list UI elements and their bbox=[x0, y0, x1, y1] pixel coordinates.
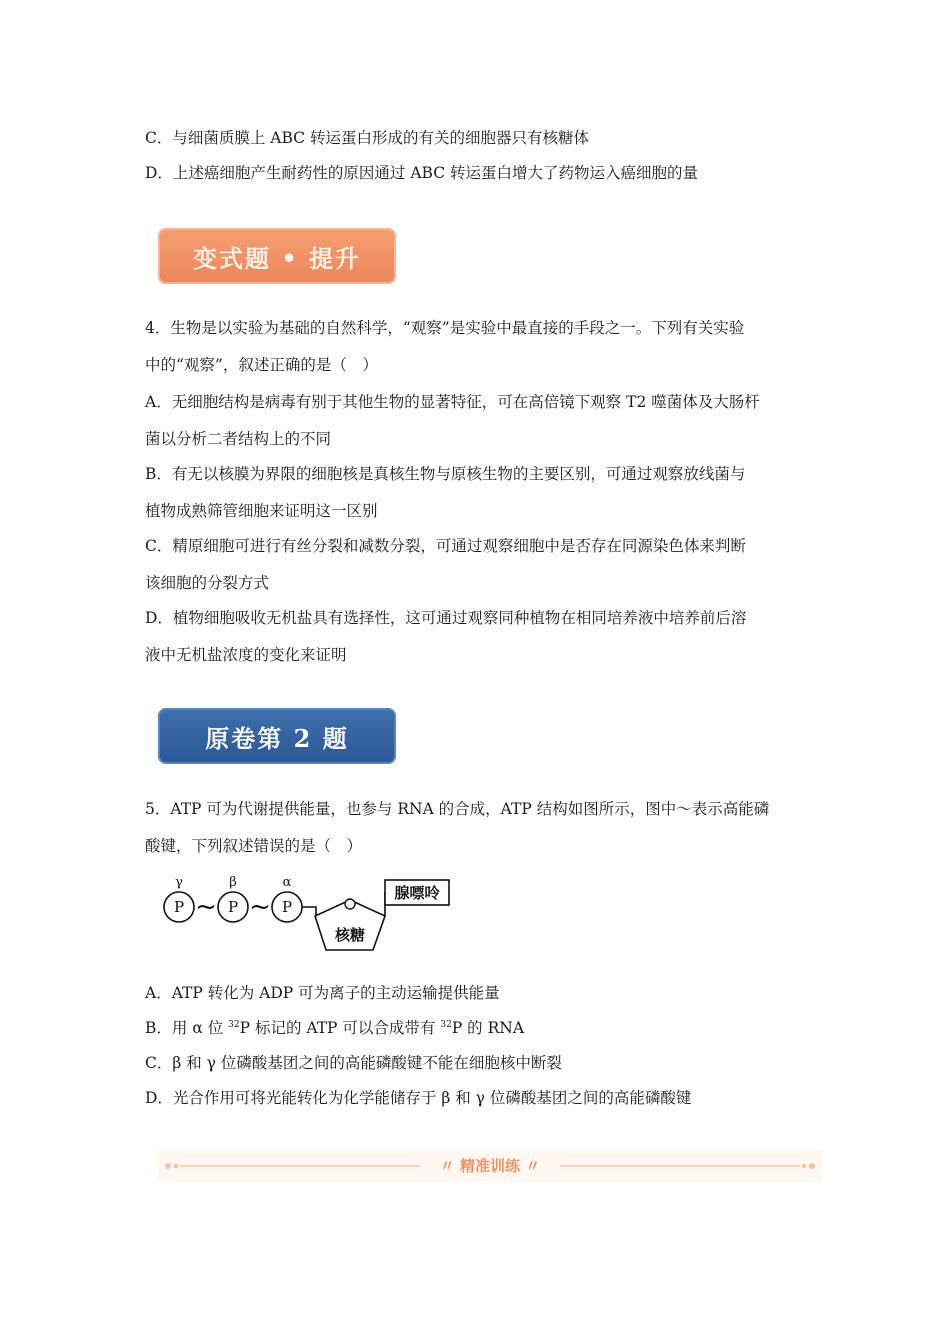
phosphate-alpha-label: P bbox=[281, 898, 293, 916]
banner-variant-advance: 变式题 • 提升 bbox=[158, 228, 396, 284]
q4-option-c-line1: C．精原细胞可进行有丝分裂和减数分裂，可通过观察细胞中是否存在同源染色体来判断 bbox=[145, 537, 746, 555]
q4-option-b-line1: B．有无以核膜为界限的细胞核是真核生物与原核生物的主要区别，可通过观察放线菌与 bbox=[145, 465, 746, 483]
beta-label: β bbox=[229, 875, 237, 890]
ribose-label: 核糖 bbox=[334, 926, 366, 944]
q4-stem-line2: 中的“观察”，叙述正确的是（ ） bbox=[145, 356, 378, 374]
adenine-label: 腺嘌呤 bbox=[394, 884, 440, 902]
phosphate-beta-label: P bbox=[227, 898, 239, 916]
atp-structure-diagram bbox=[160, 868, 460, 960]
gamma-label: γ bbox=[175, 875, 183, 890]
q4-stem-line1: 4．生物是以实验为基础的自然科学，“观察”是实验中最直接的手段之一。下列有关实验 bbox=[145, 319, 745, 337]
q5-option-a: A．ATP 转化为 ADP 可为离子的主动运输提供能量 bbox=[145, 984, 500, 1002]
q4-option-b-line2: 植物成熟筛管细胞来证明这一区别 bbox=[145, 502, 378, 520]
q5-option-c: C．β 和 γ 位磷酸基团之间的高能磷酸键不能在细胞核中断裂 bbox=[145, 1054, 562, 1072]
q5-stem-line2: 酸键，下列叙述错误的是（ ） bbox=[145, 837, 363, 855]
footer-divider bbox=[158, 1150, 822, 1182]
q4-option-a-line1: A．无细胞结构是病毒有别于其他生物的显著特征，可在高倍镜下观察 T2 噬菌体及大肠杆 bbox=[145, 393, 760, 411]
q5-option-b: B．用 α 位 $^{32}$P 标记的 ATP 可以合成带有 $^{32}$P 的 RNA bbox=[145, 1019, 525, 1037]
ring-oxygen bbox=[345, 899, 355, 909]
alpha-label: α bbox=[282, 875, 292, 890]
banner-original-q2: 原卷第 2 题 bbox=[158, 708, 396, 764]
alpha-sugar-bond bbox=[302, 907, 320, 915]
q5-option-d: D．光合作用可将光能转化为化学能储存于 β 和 γ 位磷酸基团之间的高能磷酸键 bbox=[145, 1089, 692, 1107]
q3-option-d: D．上述癌细胞产生耐药性的原因通过 ABC 转运蛋白增大了药物运入癌细胞的量 bbox=[145, 164, 699, 182]
q4-option-d-line2: 液中无机盐浓度的变化来证明 bbox=[145, 646, 347, 664]
footer-precise-training: 〃 精准训练 〃 bbox=[439, 1157, 541, 1175]
phosphate-gamma-label: P bbox=[173, 898, 185, 916]
q4-option-c-line2: 该细胞的分裂方式 bbox=[145, 574, 270, 592]
q5-stem-line1: 5．ATP 可为代谢提供能量，也参与 RNA 的合成，ATP 结构如图所示，图中～表示高能磷 bbox=[145, 800, 770, 818]
q3-option-c: C．与细菌质膜上 ABC 转运蛋白形成的有关的细胞器只有核糖体 bbox=[145, 129, 589, 147]
high-energy-bond-2: ~ bbox=[249, 892, 271, 922]
q4-option-a-line2: 菌以分析二者结构上的不同 bbox=[145, 430, 332, 448]
high-energy-bond-1: ~ bbox=[195, 892, 217, 922]
q4-option-d-line1: D．植物细胞吸收无机盐具有选择性，这可通过观察同种植物在相同培养液中培养前后溶 bbox=[145, 609, 747, 627]
